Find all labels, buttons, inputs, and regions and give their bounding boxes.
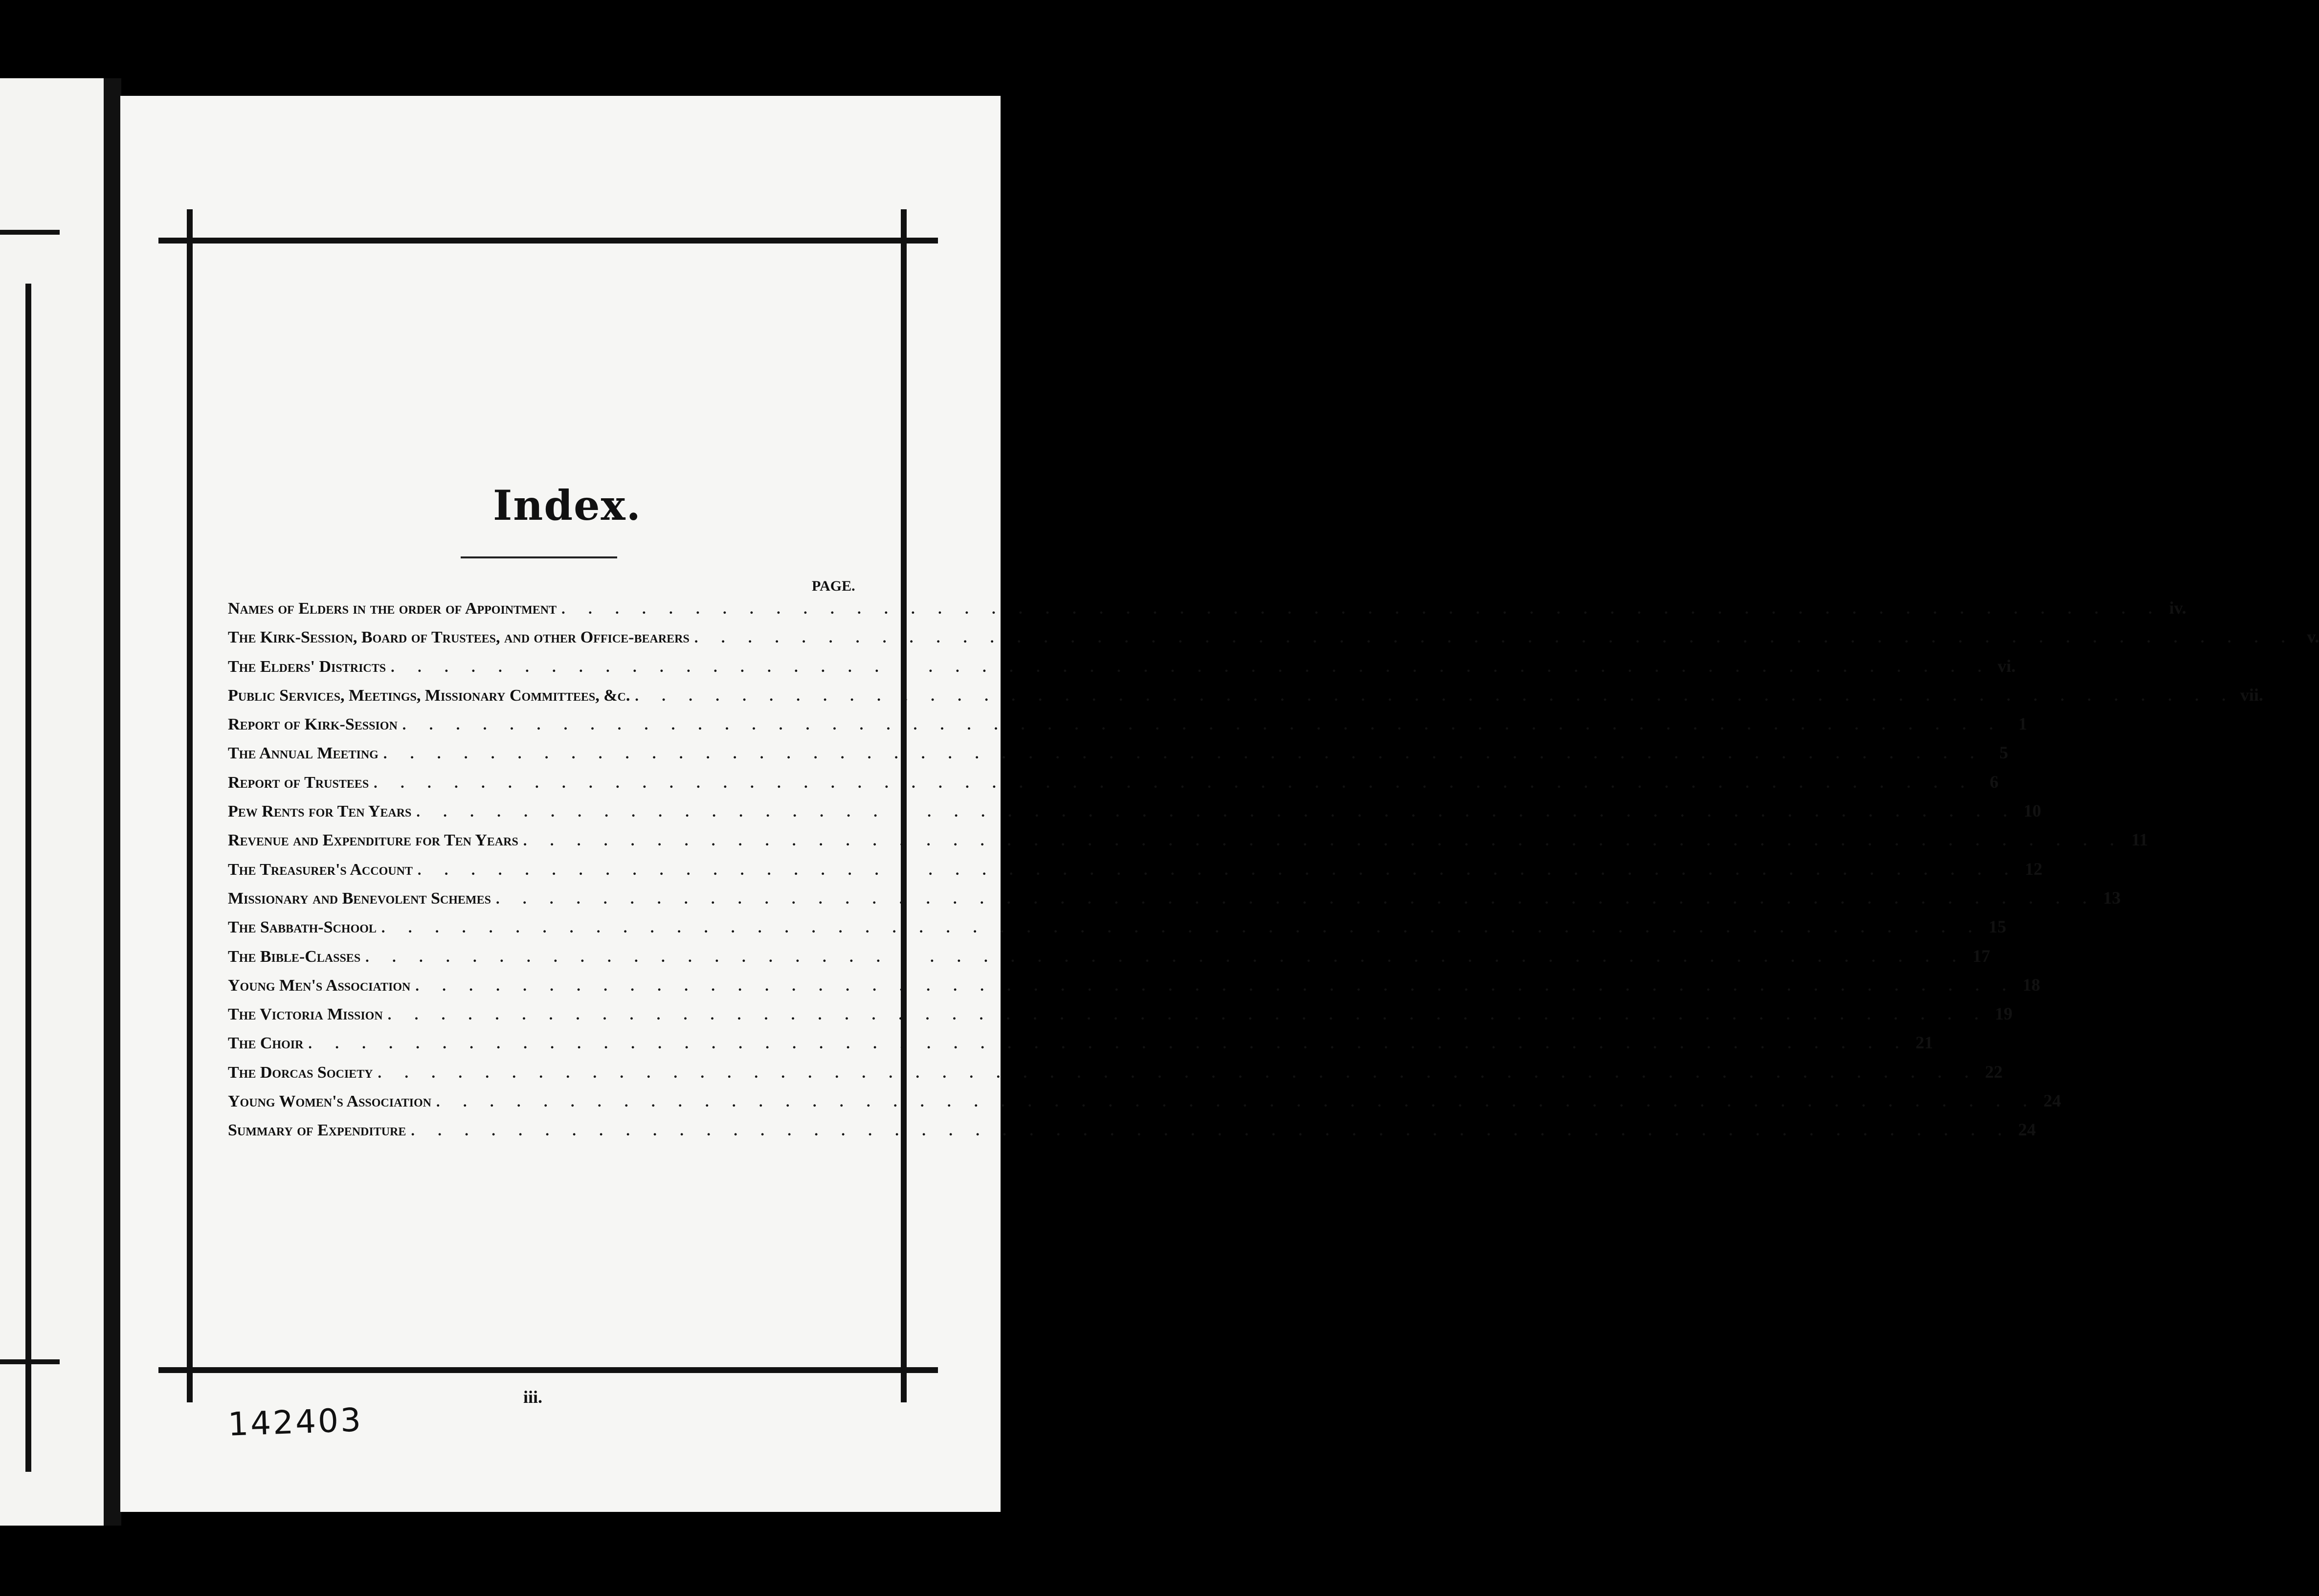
toc-entry [228, 685, 2263, 713]
toc-entry-title: The Choir [228, 1034, 304, 1053]
toc-entry-title: Young Women's Association [228, 1092, 432, 1111]
toc-entry-title: The Elders' Districts [228, 657, 386, 676]
toc-leader-dots: . . . . . . . . . . . . . . . . . . . . . . . . . . . . . . . . . . . . . . . . . . . . . . . . . . . . . . . . . . . . [387, 1007, 1988, 1023]
toc-entry-title: The Victoria Mission [228, 1005, 383, 1024]
toc-entry-title: The Kirk-Session, Board of Trustees, and other Office-bearers [228, 628, 690, 647]
toc-entry-title: The Sabbath-School [228, 918, 377, 937]
toc-entry-page: vii. [2240, 685, 2263, 705]
toc-entry-title: Report of Kirk-Session [228, 715, 398, 734]
previous-page-border-bottom [0, 1359, 60, 1364]
toc-entry-page: iv. [2169, 598, 2186, 618]
toc-entry-title: Revenue and Expenditure for Ten Years [228, 831, 518, 850]
toc-entry-title: The Treasurer's Account [228, 860, 413, 879]
toc-leader-dots: . . . . . . . . . . . . . . . . . . . . . . . . . . . . . . . . . . . . . . . . . . . . . . . . . . . . . . . . . . . . [381, 920, 1982, 936]
toc-entry [228, 887, 2121, 916]
border-top [158, 238, 938, 244]
toc-leader-dots: . . . . . . . . . . . . . . . . . . . . . . . . . . . . . . . . . . . . . . . . . . . . . . . . . . . . . . . . . . . . [374, 775, 1974, 791]
toc-entry [228, 800, 2041, 829]
toc-entry [228, 742, 2008, 771]
toc-leader-dots: . . . . . . . . . . . . . . . . . . . . . . . . . . . . . . . . . . . . . . . . . . . . . . . . . . . . . . . . . . . . [383, 746, 1984, 762]
toc-entry-page: 24 [2018, 1120, 2036, 1140]
toc-leader-dots: . . . . . . . . . . . . . . . . . . . . . . . . . . . . . . . . . . . . . . . . . . . . . . . . . . . . . . . . . . . . [415, 977, 2016, 994]
toc-entry-page: 5 [1999, 743, 2008, 763]
toc-entry [228, 1062, 2003, 1090]
border-left [187, 209, 193, 1402]
toc-entry-title: Pew Rents for Ten Years [228, 802, 412, 821]
toc-entry-title: Report of Trustees [228, 773, 369, 792]
toc-entry-title: Summary of Expenditure [228, 1121, 406, 1140]
toc-entry-page: 17 [1972, 946, 1990, 966]
toc-leader-dots: . . . . . . . . . . . . . . . . . . . . . . . . . . . . . . . . . . . . . . . . . . . . . . . . . . . . . . . . . . . . [402, 717, 2003, 733]
toc-entry-page: vi. [1997, 656, 2016, 676]
toc-entry [228, 859, 2043, 887]
toc-entry [228, 772, 1999, 800]
toc-leader-dots: . . . . . . . . . . . . . . . . . . . . . . . . . . . . . . . . . . . . . . . . . . . . . . . . . . . . . . . . . . . . [694, 630, 2295, 646]
previous-page-border-top [0, 230, 60, 235]
toc-entry-title: Young Men's Association [228, 976, 411, 995]
toc-leader-dots: . . . . . . . . . . . . . . . . . . . . . . . . . . . . . . . . . . . . . . . . . . . . . . . . . . . . . . . . . . . . [391, 659, 1991, 675]
toc-leader-dots: . . . . . . . . . . . . . . . . . . . . . . . . . . . . . . . . . . . . . . . . . . . . . . . . . . . . . . . . . . . . [417, 862, 2018, 878]
table-of-contents [228, 598, 2319, 1149]
toc-entry [228, 1090, 2061, 1119]
toc-entry [228, 916, 2007, 945]
toc-entry-page: 11 [2131, 830, 2148, 850]
toc-entry [228, 656, 2016, 685]
toc-entry-title: The Annual Meeting [228, 744, 379, 763]
previous-page [0, 78, 104, 1526]
previous-page-border-vertical [25, 284, 31, 1472]
border-bottom [158, 1367, 938, 1373]
toc-leader-dots: . . . . . . . . . . . . . . . . . . . . . . . . . . . . . . . . . . . . . . . . . . . . . . . . . . . . . . . . . . . . [378, 1064, 1979, 1081]
toc-entry-page: v. [2307, 627, 2319, 647]
toc-leader-dots: . . . . . . . . . . . . . . . . . . . . . . . . . . . . . . . . . . . . . . . . . . . . . . . . . . . . . . . . . . . . [365, 949, 1966, 965]
title-underline [461, 556, 617, 558]
toc-entry [228, 1003, 2013, 1032]
toc-entry-page: 13 [2103, 887, 2121, 908]
toc-entry [228, 975, 2040, 1003]
toc-entry [228, 1119, 2036, 1148]
toc-entry-page: 15 [1988, 917, 2007, 937]
toc-entry [228, 829, 2148, 858]
toc-entry-page: 1 [2018, 714, 2028, 734]
toc-leader-dots: . . . . . . . . . . . . . . . . . . . . . . . . . . . . . . . . . . . . . . . . . . . . . . . . . . . . . . . . . . . . [561, 601, 2162, 617]
toc-entry [228, 626, 2319, 655]
toc-entry-title: Missionary and Benevolent Schemes [228, 889, 491, 908]
toc-entry-page: 18 [2022, 975, 2040, 995]
toc-leader-dots: . . . . . . . . . . . . . . . . . . . . . . . . . . . . . . . . . . . . . . . . . . . . . . . . . . . . . . . . . . . . [411, 1123, 2011, 1139]
page-title: Index. [493, 481, 642, 530]
handwritten-number: 142403 [227, 1401, 364, 1443]
toc-entry [228, 1032, 1933, 1061]
toc-entry-title: Public Services, Meetings, Missionary Committees, &c. [228, 686, 630, 705]
book-gutter [104, 78, 121, 1526]
toc-entry-page: 24 [2043, 1091, 2061, 1111]
toc-entry-page: 21 [1915, 1033, 1933, 1053]
toc-entry-page: 6 [1989, 772, 1999, 792]
toc-leader-dots: . . . . . . . . . . . . . . . . . . . . . . . . . . . . . . . . . . . . . . . . . . . . . . . . . . . . . . . . . . . . [523, 833, 2124, 849]
toc-entry-page: 22 [1985, 1062, 2003, 1082]
toc-leader-dots: . . . . . . . . . . . . . . . . . . . . . . . . . . . . . . . . . . . . . . . . . . . . . . . . . . . . . . . . . . . . [308, 1036, 1909, 1052]
page-folio: iii. [523, 1387, 543, 1407]
toc-entry-title: Names of Elders in the order of Appointment [228, 599, 557, 618]
toc-leader-dots: . . . . . . . . . . . . . . . . . . . . . . . . . . . . . . . . . . . . . . . . . . . . . . . . . . . . . . . . . . . . [436, 1094, 2037, 1110]
toc-entry-page: 19 [1995, 1004, 2013, 1024]
toc-leader-dots: . . . . . . . . . . . . . . . . . . . . . . . . . . . . . . . . . . . . . . . . . . . . . . . . . . . . . . . . . . . . [635, 687, 2235, 704]
toc-entry [228, 713, 2028, 742]
toc-entry [228, 946, 1990, 975]
toc-entry-title: The Bible-Classes [228, 947, 361, 966]
toc-entry [228, 598, 2186, 626]
toc-entry-page: 12 [2025, 859, 2043, 879]
toc-leader-dots: . . . . . . . . . . . . . . . . . . . . . . . . . . . . . . . . . . . . . . . . . . . . . . . . . . . . . . . . . . . . [416, 804, 2017, 820]
toc-entry-page: 10 [2023, 801, 2041, 821]
toc-entry-title: The Dorcas Society [228, 1063, 373, 1082]
page-column-header: PAGE. [812, 578, 855, 594]
toc-leader-dots: . . . . . . . . . . . . . . . . . . . . . . . . . . . . . . . . . . . . . . . . . . . . . . . . . . . . . . . . . . . . [495, 890, 2096, 907]
